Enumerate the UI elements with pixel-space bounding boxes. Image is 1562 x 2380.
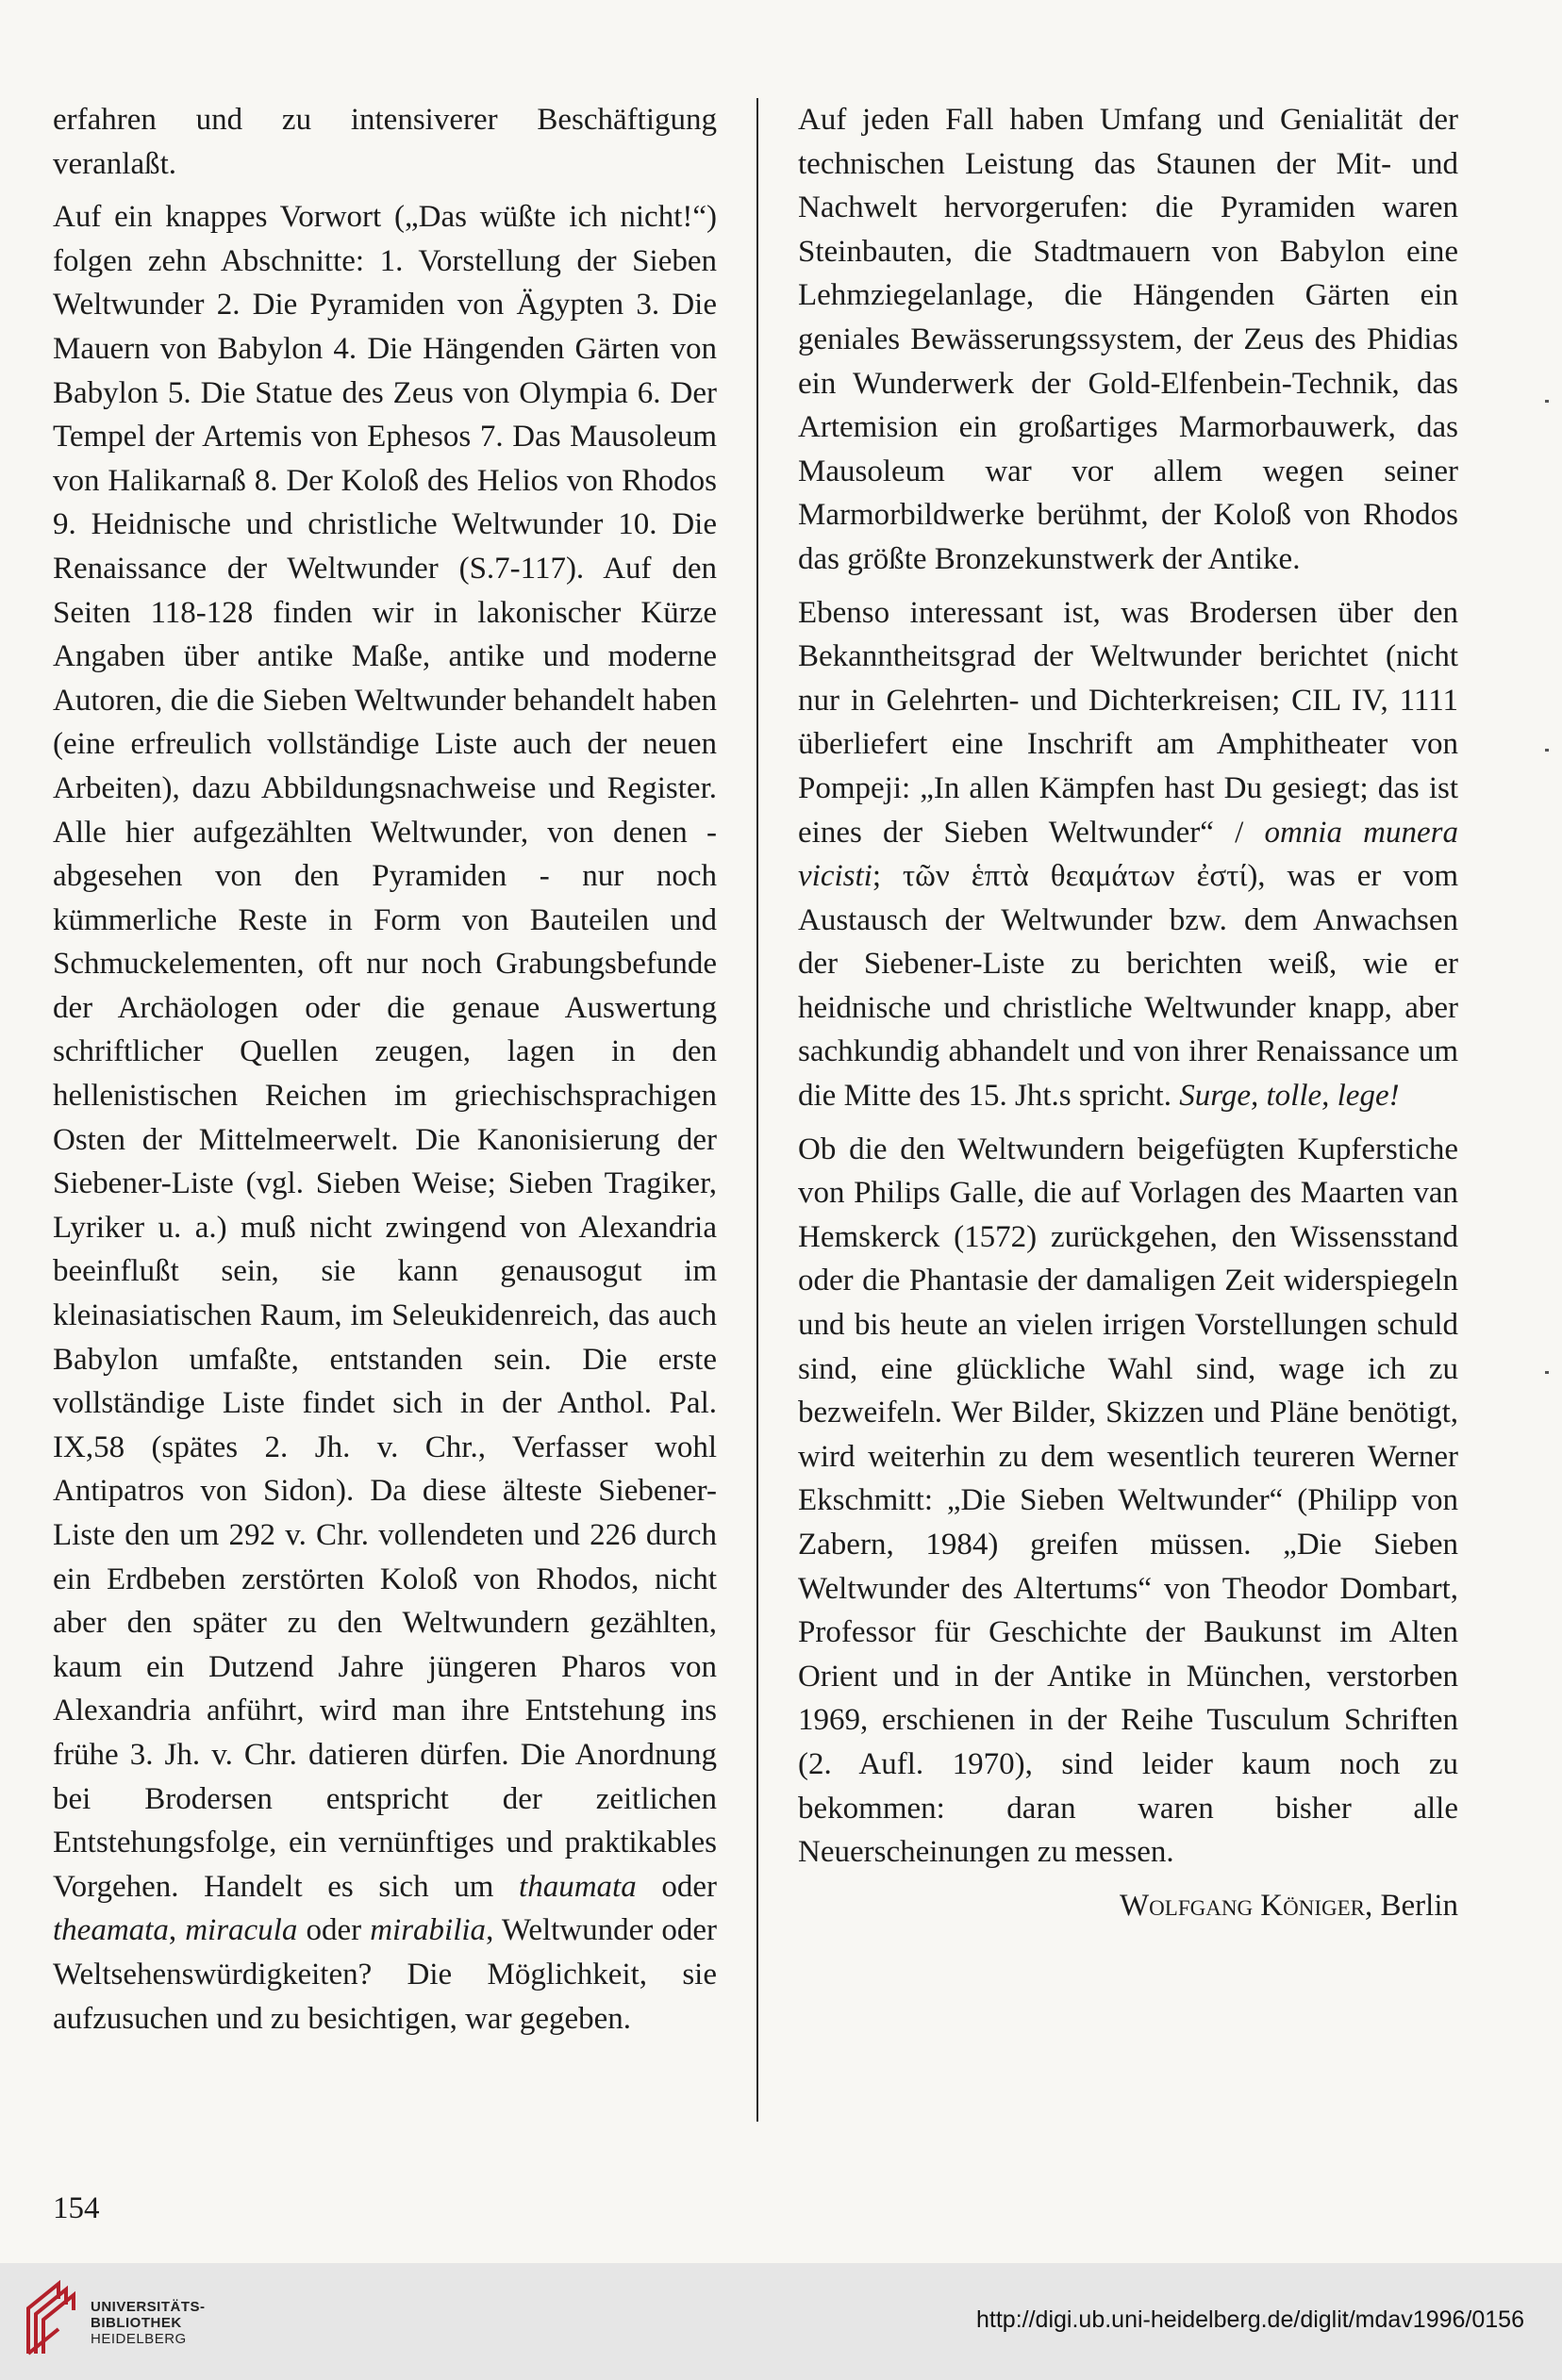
left-column xyxy=(53,98,717,2041)
library-name xyxy=(91,2299,206,2347)
left-paragraph-1: erfahren und zu intensiverer Beschäftigung veranlaßt. xyxy=(53,103,717,181)
left-paragraph-2-join-3: oder xyxy=(297,1913,371,1948)
page-number: 154 xyxy=(53,2191,100,2225)
term-thaumata: thaumata xyxy=(519,1869,637,1904)
left-paragraph-2-join-1: oder xyxy=(636,1869,718,1904)
latin-quote: omnia munera vicisti xyxy=(798,815,1458,894)
author-place: , Berlin xyxy=(1365,1888,1458,1923)
author-name: Wolfgang Königer xyxy=(1120,1888,1366,1923)
library-name-line-1: UNIVERSITÄTS- xyxy=(91,2299,206,2315)
right-paragraph-2 xyxy=(798,591,1458,1118)
left-paragraph-2-join-2: , xyxy=(168,1913,186,1948)
library-name-line-3: HEIDELBERG xyxy=(91,2331,187,2347)
library-name-line-2: BIBLIOTHEK xyxy=(91,2315,182,2331)
greek-quote: ; τῶν ἑπτὰ θεαμάτων ἐστί), was er vom Austausch der Weltwunder bzw. dem Anwachsen der Siebener-Liste zu berichten weiß, wie er heidnische und christliche Weltwunder knapp, aber sachkundig abhandelt und von ihrer Renaissance um die Mitte des 15. Jht.s spricht. xyxy=(798,859,1458,1114)
left-paragraph-2 xyxy=(53,195,717,2041)
right-paragraph-3: Ob die den Weltwundern beigefügten Kupferstiche von Philips Galle, die auf Vorlagen des Maarten van Hemskerck (1572) zurückgehen, den Wissensstand oder die Phantasie der damaligen Zeit widerspiegeln und bis heute an vielen irrigen Vorstellungen schuld sind, eine glückliche Wahl sind, wage ich zu bezweifeln. Wer Bilder, Skizzen und Pläne benötigt, wird weiterhin zu dem wesentlich teureren Werner Ekschmitt: „Die Sieben Weltwunder“ (Philipp von Zabern, 1984) greifen müssen. „Die Sieben Weltwunder des Altertums“ von Theodor Dombart, Professor für Geschichte der Baukunst im Alten Orient und in der Antike in München, verstorben 1969, erschienen in der Reihe Tusculum Schriften (2. Aufl. 1970), sind leider kaum noch zu bekommen: daran waren bisher alle Neuerscheinungen zu messen. xyxy=(798,1132,1458,1870)
right-paragraph-2-text: Ebenso interessant ist, was Brodersen über den Bekanntheitsgrad der Weltwunder berichtet (nicht nur in Gelehrten- und Dichterkreisen; CIL IV, 1111 überliefert eine Inschrift am Amphitheater von Pompeji: „In allen Kämpfen hast Du gesiegt; das ist eines der Sieben Weltwunder“ / xyxy=(798,595,1458,850)
right-paragraph-1: Auf jeden Fall haben Umfang und Genialität der technischen Leistung das Staunen der Mit- und Nachwelt hervorgerufen: die Pyramiden waren Steinbauten, die Stadtmauern von Babylon eine Lehmziegelanlage, die Hängenden Gärten ein geniales Bewässerungssystem, der Zeus des Phidias ein Wunderwerk der Gold-Elfenbein-Technik, das Artemision ein großartiges Marmorbauwerk, das Mausoleum war vor allem wegen seiner Marmorbildwerke berühmt, der Koloß von Rhodos das größte Bronzekunstwerk der Antike. xyxy=(798,103,1458,576)
footer-bar xyxy=(0,2263,1562,2380)
column-divider xyxy=(756,98,758,2122)
surge-tolle-lege: Surge, tolle, lege! xyxy=(1179,1079,1400,1114)
source-url-link[interactable]: http://digi.ub.uni-heidelberg.de/diglit/mdav1996/0156 xyxy=(976,2306,1524,2333)
edge-mark xyxy=(1545,749,1549,752)
left-paragraph-2-end: , Weltwunder oder Weltsehenswürdigkeiten? Die Möglichkeit, sie aufzusuchen und zu besichtigen, war gegeben. xyxy=(53,1913,718,2036)
edge-mark xyxy=(1545,400,1549,403)
library-logo-icon xyxy=(21,2280,79,2357)
term-mirabilia: mirabilia xyxy=(370,1913,487,1948)
term-miracula: miracula xyxy=(185,1913,298,1948)
right-column xyxy=(798,98,1458,1927)
left-paragraph-2-text: Auf ein knappes Vorwort („Das wüßte ich nicht!“) folgen zehn Abschnitte: 1. Vorstellung der Sieben Weltwunder 2. Die Pyramiden von Ägypten 3. Die Mauern von Babylon 4. Die Hängenden Gärten von Babylon 5. Die Statue des Zeus von Olympia 6. Der Tempel der Artemis von Ephesos 7. Das Mausoleum von Halikarnaß 8. Der Koloß des Helios von Rhodos 9. Heidnische und christliche Weltwunder 10. Die Renaissance der Weltwunder (S.7-117). Auf den Seiten 118-128 finden wir in lakonischer Kürze Angaben über antike Maße, antike und moderne Autoren, die die Sieben Weltwunder behandelt haben (eine erfreulich vollständige Liste auch der neuen Arbeiten), dazu Abbildungsnachweise und Register. Alle hier aufgezählten Weltwunder, von denen - abgesehen von den Pyramiden - nur noch kümmerliche Reste in Form von Bauteilen und Schmuckelementen, oft nur noch Grabungsbefunde der Archäologen oder die genaue Auswertung schriftlicher Quellen zeugen, lagen in den hellenistischen Reichen im griechischsprachigen Osten der Mittelmeerwelt. Die Kanonisierung der Siebener-Liste (vgl. Sieben Weise; Sieben Tragiker, Lyriker u. a.) muß nicht zwingend von Alexandria beeinflußt sein, sie kann genausogut im kleinasiatischen Raum, im Seleukidenreich, das auch Babylon umfaßte, entstanden sein. Die erste vollständige Liste findet sich in der Anthol. Pal. IX,58 (spätes 2. Jh. v. Chr., Verfasser wohl Antipatros von Sidon). Da diese älteste Siebener-Liste den um 292 v. Chr. vollendeten und 226 durch ein Erdbeben zerstörten Koloß von Rhodos, nicht aber den später zu den Weltwundern gezählten, kaum ein Dutzend Jahre jüngeren Pharos von Alexandria anführt, wird man ihre Entstehung ins frühe 3. Jh. v. Chr. datieren dürfen. Die Anordnung bei Brodersen entspricht der zeitlichen Entstehungsfolge, ein vernünftiges und praktikables Vorgehen. Handelt es sich um xyxy=(53,200,717,1904)
edge-mark xyxy=(1545,1371,1549,1374)
author-signature xyxy=(798,1884,1458,1928)
term-theamata: theamata xyxy=(53,1913,169,1948)
